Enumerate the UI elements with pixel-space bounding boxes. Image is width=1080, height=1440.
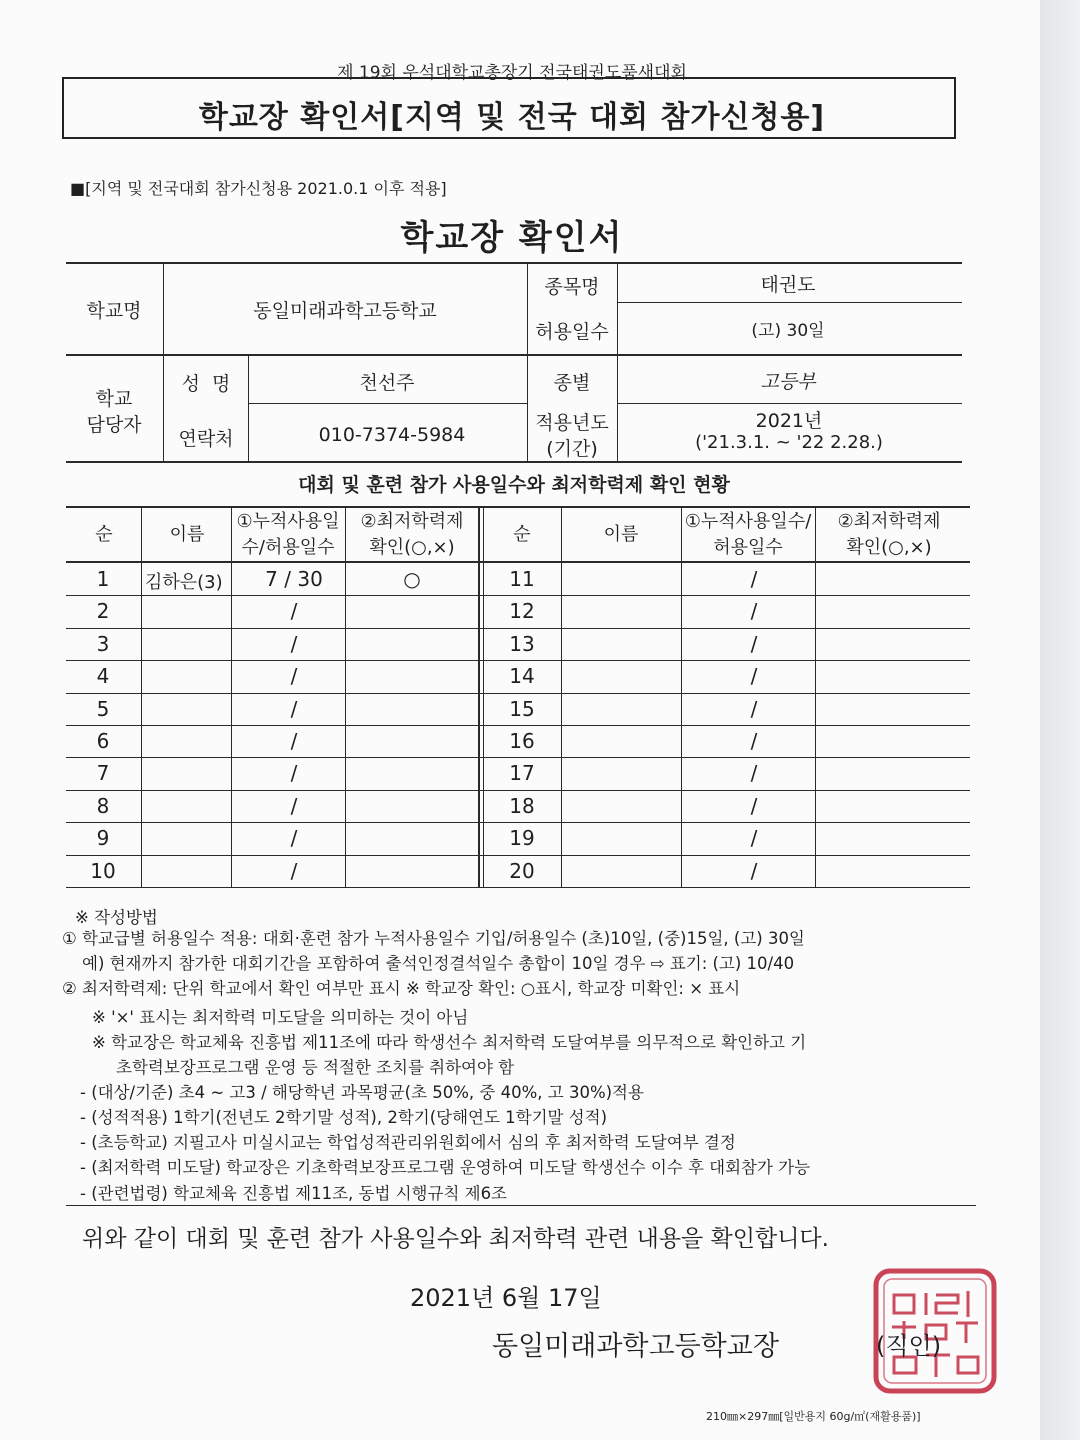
row-no: 5 [96, 696, 110, 721]
info-top-border [66, 262, 962, 264]
principal-name: 동일미래과학고등학교장 [492, 1331, 779, 1362]
contact-label-2: 담당자 [86, 414, 142, 436]
info-vline [527, 262, 528, 462]
row-no: 1 [96, 567, 110, 591]
instruction-line: - (초등학교) 지필고사 미실시교는 학업성적관리위원회에서 심의 후 최저학력 도달여부 결정 [80, 1133, 736, 1152]
row-no: 10 [90, 858, 116, 883]
row-days: / [750, 631, 758, 656]
row-no: 13 [509, 631, 535, 656]
row-days: / [290, 793, 298, 818]
instruction-line: - (성적적용) 1학기(전년도 2학기말 성적), 2학기(당해연도 1학기말 성적) [80, 1108, 608, 1127]
row-line [66, 725, 970, 726]
row-days: / [290, 599, 298, 624]
col-check-right-1: ②최저학력제 [837, 511, 941, 532]
row-days: / [290, 826, 298, 851]
info-vline [163, 262, 164, 462]
table-vline [815, 507, 816, 888]
info-vline [248, 355, 249, 462]
phone-label: 연락처 [178, 428, 234, 450]
school-label: 학교명 [86, 300, 142, 322]
row-line [66, 855, 970, 856]
type-label: 종별 [553, 372, 591, 394]
row-days: / [290, 696, 298, 721]
instruction-line: 초학력보장프로그램 운영 등 적절한 조치를 취하여야 함 [116, 1058, 515, 1077]
event-label: 종목명 [544, 276, 600, 298]
row-check: ○ [403, 567, 421, 591]
col-name-right: 이름 [603, 524, 639, 545]
table-vline [141, 507, 142, 888]
type-value: 고등부 [760, 371, 816, 393]
issue-date: 2021년 6월 17일 [410, 1284, 602, 1312]
row-days: / [750, 599, 758, 624]
row-no: 14 [509, 664, 535, 689]
instruction-line: - (최저학력 미도달) 학교장은 기초학력보장프로그램 운영하여 미도달 학생선수 이수 후 대회참가 가능 [80, 1158, 811, 1177]
col-days-right-1: ①누적사용일수/ [684, 511, 812, 532]
page-edge [1040, 0, 1080, 1440]
instruction-line: - (관련법령) 학교체육 진흥법 제11조, 동법 시행규칙 제6조 [80, 1184, 507, 1203]
row-no: 12 [509, 599, 535, 624]
info-line [618, 302, 962, 303]
col-check-left-1: ②최저학력제 [360, 511, 464, 532]
instruction-line: ② 최저학력제: 단위 학교에서 확인 여부만 표시 ※ 학교장 확인: ○표시, 학교장 미확인: × 표시 [62, 979, 741, 998]
col-no-right: 순 [513, 524, 531, 545]
row-no: 7 [96, 761, 110, 786]
row-no: 8 [96, 793, 110, 818]
apply-note: ■[지역 및 전국대회 참가신청용 2021.0.1 이후 적용] [70, 179, 447, 198]
table-bottom-border [66, 887, 970, 888]
contest-name: 제 19회 우석대학교총장기 전국태권도품새대회 [337, 63, 687, 83]
document-title: 학교장 확인서[지역 및 전국 대회 참가신청용] [198, 100, 826, 135]
row-line [66, 790, 970, 791]
col-check-right-2: 확인(○,×) [846, 537, 932, 558]
row-days: / [750, 729, 758, 753]
table-vline [345, 507, 346, 888]
confirmation-statement: 위와 같이 대회 및 훈련 참가 사용일수와 최저학력 관련 내용을 확인합니다. [82, 1226, 829, 1252]
event-value: 태권도 [760, 274, 816, 296]
year-value-1: 2021년 [755, 410, 823, 432]
row-no: 17 [509, 761, 535, 786]
contact-label-1: 학교 [95, 388, 133, 410]
notes-divider [66, 1205, 976, 1206]
row-line [66, 822, 970, 823]
row-days: / [750, 826, 758, 851]
col-no-left: 순 [95, 524, 113, 545]
row-no: 4 [96, 664, 110, 689]
row-no: 11 [509, 567, 535, 591]
row-days: 7 / 30 [265, 567, 323, 591]
row-no: 18 [509, 793, 535, 818]
instruction-line: ① 학교급별 허용일수 적용: 대회·훈련 참가 누적사용일수 기입/허용일수 (초)10일, (중)15일, (고) 30일 [62, 929, 805, 948]
col-name-left: 이름 [169, 524, 205, 545]
row-no: 16 [509, 729, 535, 753]
row-line [66, 757, 970, 758]
col-days-left-1: ①누적사용일 [236, 511, 340, 532]
info-bottom-border [66, 461, 962, 463]
row-name: 김하은(3) [145, 572, 223, 593]
row-days: / [290, 631, 298, 656]
school-value: 동일미래과학고등학교 [253, 300, 437, 322]
row-days: / [750, 761, 758, 786]
table-header-border [66, 561, 970, 563]
info-line [618, 403, 962, 404]
table-vline [231, 507, 232, 888]
row-no: 6 [96, 729, 110, 753]
row-days: / [290, 761, 298, 786]
row-line [66, 693, 970, 694]
days-value: (고) 30일 [751, 321, 825, 341]
table-subtitle: 대회 및 훈련 참가 사용일수와 최저학력제 확인 현황 [298, 474, 730, 496]
table-vline [561, 507, 562, 888]
row-line [66, 660, 970, 661]
row-days: / [750, 696, 758, 721]
instruction-line: ※ 작성방법 [75, 908, 158, 927]
instruction-line: 예) 현재까지 참가한 대회기간을 포함하여 출석인정결석일수 총합이 10일 경우 ⇨ 표기: (고) 10/40 [82, 954, 795, 973]
row-no: 2 [96, 599, 110, 624]
row-days: / [750, 567, 758, 591]
instruction-line: ※ 학교장은 학교체육 진흥법 제11조에 따라 학생선수 최저학력 도달여부를 의무적으로 확인하고 기 [92, 1033, 807, 1052]
days-label: 허용일수 [535, 321, 609, 343]
row-days: / [750, 664, 758, 689]
col-check-left-2: 확인(○,×) [369, 537, 455, 558]
row-line [66, 628, 970, 629]
col-days-right-2: 허용일수 [713, 537, 783, 558]
row-days: / [290, 664, 298, 689]
row-no: 20 [509, 858, 535, 883]
row-no: 19 [509, 826, 535, 851]
year-value-2: ('21.3.1. ~ '22 2.28.) [695, 432, 883, 453]
instruction-line: - (대상/기준) 초4 ~ 고3 / 해당학년 과목평균(초 50%, 중 40%, 고 30%)적용 [80, 1083, 644, 1102]
name-value: 천선주 [359, 372, 415, 394]
seal-label: (직인) [876, 1332, 942, 1360]
table-divider [483, 506, 484, 888]
row-no: 3 [96, 631, 110, 656]
doc-heading: 학교장 확인서 [400, 218, 624, 258]
table-top-border [66, 506, 970, 508]
row-days: / [750, 793, 758, 818]
table-vline [681, 507, 682, 888]
row-no: 9 [96, 826, 110, 851]
table-divider [478, 506, 480, 888]
row-days: / [750, 858, 758, 883]
name-label: 성 명 [181, 373, 231, 395]
row-days: / [290, 858, 298, 883]
col-days-left-2: 수/허용일수 [241, 537, 335, 558]
paper-spec-footer: 210㎜×297㎜[일반용지 60g/㎡(재활용품)] [706, 1410, 921, 1423]
row-days: / [290, 729, 298, 753]
info-line [248, 403, 528, 404]
phone-value: 010-7374-5984 [318, 424, 466, 446]
row-line [66, 595, 970, 596]
year-label-1: 적용년도 [535, 412, 609, 434]
info-line [66, 354, 962, 356]
instruction-line: ※ '×' 표시는 최저학력 미도달을 의미하는 것이 아님 [92, 1008, 469, 1027]
year-label-2: (기간) [546, 438, 598, 460]
row-no: 15 [509, 696, 535, 721]
info-vline [617, 262, 618, 462]
